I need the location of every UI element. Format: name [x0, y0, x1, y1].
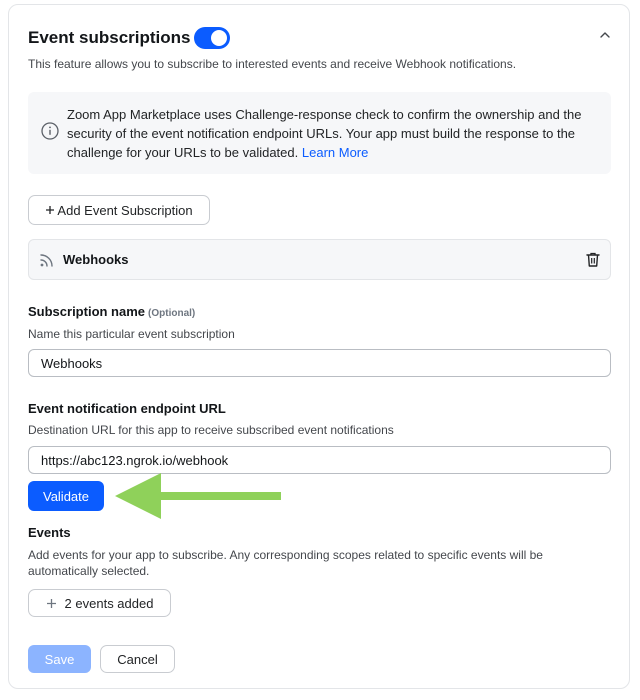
events-added-label: 2 events added — [64, 595, 154, 611]
info-text — [67, 105, 597, 162]
subscription-name-input[interactable] — [28, 349, 611, 377]
rss-icon — [39, 252, 55, 268]
subscription-name-label — [28, 304, 195, 319]
plus-icon — [45, 205, 55, 215]
trash-icon[interactable] — [585, 251, 601, 268]
section-title: Event subscriptions — [28, 28, 191, 47]
challenge-info-banner — [28, 92, 611, 174]
subscription-title: Webhooks — [63, 252, 129, 267]
subscription-name-help: Name this particular event subscription — [28, 327, 235, 341]
info-icon — [41, 122, 59, 140]
optional-tag: (Optional) — [148, 308, 196, 319]
cancel-button[interactable]: Cancel — [100, 645, 175, 673]
learn-more-link[interactable]: Learn More — [301, 145, 369, 160]
toggle-knob — [211, 30, 227, 46]
add-event-subscription-label: Add Event Subscription — [57, 202, 193, 218]
plus-icon — [46, 598, 57, 609]
subscription-header-row[interactable] — [28, 239, 611, 280]
endpoint-url-help: Destination URL for this app to receive subscribed event notifications — [28, 423, 394, 437]
info-message: Zoom App Marketplace uses Challenge-response check to confirm the ownership and the security of the event notification endpoint URLs. Your app must build the response to the challenge for your URLs to be validated. — [67, 107, 582, 160]
chevron-up-icon[interactable] — [597, 27, 613, 43]
save-button[interactable]: Save — [28, 645, 91, 673]
section-description: This feature allows you to subscribe to interested events and receive Webhook notifications. — [28, 57, 517, 71]
add-event-subscription-button[interactable] — [28, 195, 210, 225]
events-label: Events — [28, 525, 71, 540]
validate-button[interactable]: Validate — [28, 481, 104, 511]
event-subscriptions-card — [8, 4, 630, 689]
event-subscriptions-toggle[interactable] — [194, 27, 230, 49]
endpoint-url-input[interactable] — [28, 446, 611, 474]
endpoint-url-label: Event notification endpoint URL — [28, 401, 226, 416]
events-added-button[interactable] — [28, 589, 171, 617]
annotation-arrow-icon — [115, 473, 281, 519]
subscription-name-label-text: Subscription name — [28, 304, 146, 319]
events-help: Add events for your app to subscribe. Any corresponding scopes related to specific events will be automatically selected. — [28, 548, 543, 578]
